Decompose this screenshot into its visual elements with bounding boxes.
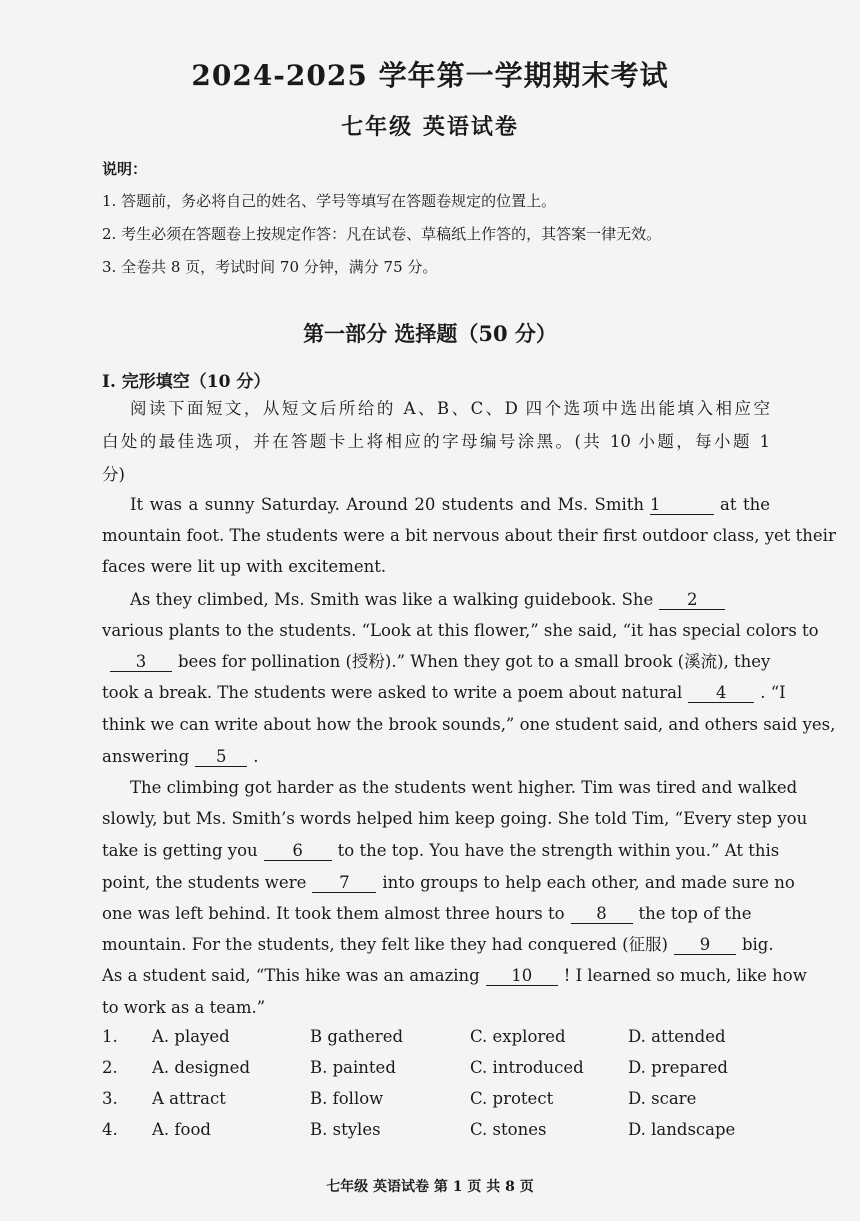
exam-title: 2024-2025 学年第一学期期末考试 bbox=[191, 59, 669, 92]
passage-line: think we can write about how the brook sounds,” one student said, and others said yes, bbox=[102, 715, 836, 734]
option-a[interactable]: A. played bbox=[152, 1027, 230, 1046]
blank-10: 10 bbox=[486, 967, 558, 986]
blank-9: 9 bbox=[674, 936, 736, 955]
option-d[interactable]: D. attended bbox=[628, 1027, 726, 1046]
directions-line: 白处的最佳选项，并在答题卡上将相应的字母编号涂黑。(共 10 小题，每小题 1 bbox=[102, 432, 770, 451]
option-d[interactable]: D. scare bbox=[628, 1089, 697, 1108]
passage-line: mountain. For the students, they felt like they had conquered (征服) 9 big. bbox=[102, 935, 774, 954]
option-c[interactable]: C. explored bbox=[470, 1027, 566, 1046]
option-d[interactable]: D. landscape bbox=[628, 1120, 736, 1139]
option-b[interactable]: B gathered bbox=[310, 1027, 404, 1046]
option-b[interactable]: B. styles bbox=[310, 1120, 381, 1139]
instruction-item: 1. 答题前，务必将自己的姓名、学号等填写在答题卷规定的位置上。 bbox=[102, 192, 557, 210]
blank-1: 1 bbox=[650, 496, 714, 515]
question-row bbox=[102, 1089, 770, 1113]
instruction-item: 2. 考生必须在答题卷上按规定作答：凡在试卷、草稿纸上作答的，其答案一律无效。 bbox=[102, 225, 662, 243]
passage-line: took a break. The students were asked to write a poem about natural 4 . “I bbox=[102, 683, 786, 702]
option-a[interactable]: A attract bbox=[152, 1089, 226, 1108]
passage-line: answering 5 . bbox=[102, 747, 259, 766]
option-c[interactable]: C. introduced bbox=[470, 1058, 584, 1077]
blank-7: 7 bbox=[312, 874, 376, 893]
question-number: 1. bbox=[102, 1027, 118, 1046]
question-number: 4. bbox=[102, 1120, 118, 1139]
passage-line: faces were lit up with excitement. bbox=[102, 557, 387, 576]
instruction-item: 3. 全卷共 8 页，考试时间 70 分钟，满分 75 分。 bbox=[102, 258, 438, 276]
blank-6: 6 bbox=[264, 842, 332, 861]
passage-line: various plants to the students. “Look at this flower,” she said, “it has special colors to bbox=[102, 621, 819, 640]
passage-line: one was left behind. It took them almost three hours to 8 the top of the bbox=[102, 904, 752, 923]
passage-line: mountain foot. The students were a bit nervous about their first outdoor class, yet their bbox=[102, 526, 836, 545]
passage-line: As a student said, “This hike was an amazing 10 ! I learned so much, like how bbox=[102, 966, 807, 985]
directions-line: 分) bbox=[102, 465, 125, 484]
page-footer: 七年级 英语试卷 第 1 页 共 8 页 bbox=[326, 1179, 534, 1195]
passage-line: to work as a team.” bbox=[102, 998, 266, 1017]
question-number: 2. bbox=[102, 1058, 118, 1077]
blank-2: 2 bbox=[659, 591, 725, 610]
question-row bbox=[102, 1058, 770, 1082]
question-row bbox=[102, 1027, 770, 1051]
blank-3: 3 bbox=[110, 653, 172, 672]
option-b[interactable]: B. painted bbox=[310, 1058, 396, 1077]
option-d[interactable]: D. prepared bbox=[628, 1058, 728, 1077]
part-one-title: 第一部分 选择题（50 分） bbox=[303, 321, 557, 346]
section-heading: I. 完形填空（10 分） bbox=[102, 372, 271, 392]
blank-8: 8 bbox=[571, 905, 633, 924]
passage-line: take is getting you 6 to the top. You have the strength within you.” At this bbox=[102, 841, 780, 860]
passage-line: As they climbed, Ms. Smith was like a walking guidebook. She 2 bbox=[130, 589, 770, 611]
passage-line: point, the students were 7 into groups to help each other, and made sure no bbox=[102, 873, 795, 892]
blank-5: 5 bbox=[195, 748, 247, 767]
option-b[interactable]: B. follow bbox=[310, 1089, 384, 1108]
instructions-heading: 说明： bbox=[102, 160, 148, 178]
passage-line: It was a sunny Saturday. Around 20 students and Ms. Smith 1 at the bbox=[130, 495, 770, 514]
option-a[interactable]: A. food bbox=[152, 1120, 211, 1139]
directions-line: 阅读下面短文，从短文后所给的 A、B、C、D 四个选项中选出能填入相应空 bbox=[130, 399, 770, 418]
blank-4: 4 bbox=[688, 684, 754, 703]
option-c[interactable]: C. stones bbox=[470, 1120, 547, 1139]
option-a[interactable]: A. designed bbox=[152, 1058, 251, 1077]
exam-subtitle: 七年级 英语试卷 bbox=[341, 114, 519, 140]
option-c[interactable]: C. protect bbox=[470, 1089, 554, 1108]
passage-line: slowly, but Ms. Smith’s words helped him keep going. She told Tim, “Every step you bbox=[102, 809, 808, 828]
passage-line: 3 bees for pollination (授粉).” When they got to a small brook (溪流), they bbox=[102, 651, 770, 673]
passage-line: The climbing got harder as the students went higher. Tim was tired and walked bbox=[130, 778, 798, 797]
question-row bbox=[102, 1120, 770, 1144]
question-number: 3. bbox=[102, 1089, 118, 1108]
